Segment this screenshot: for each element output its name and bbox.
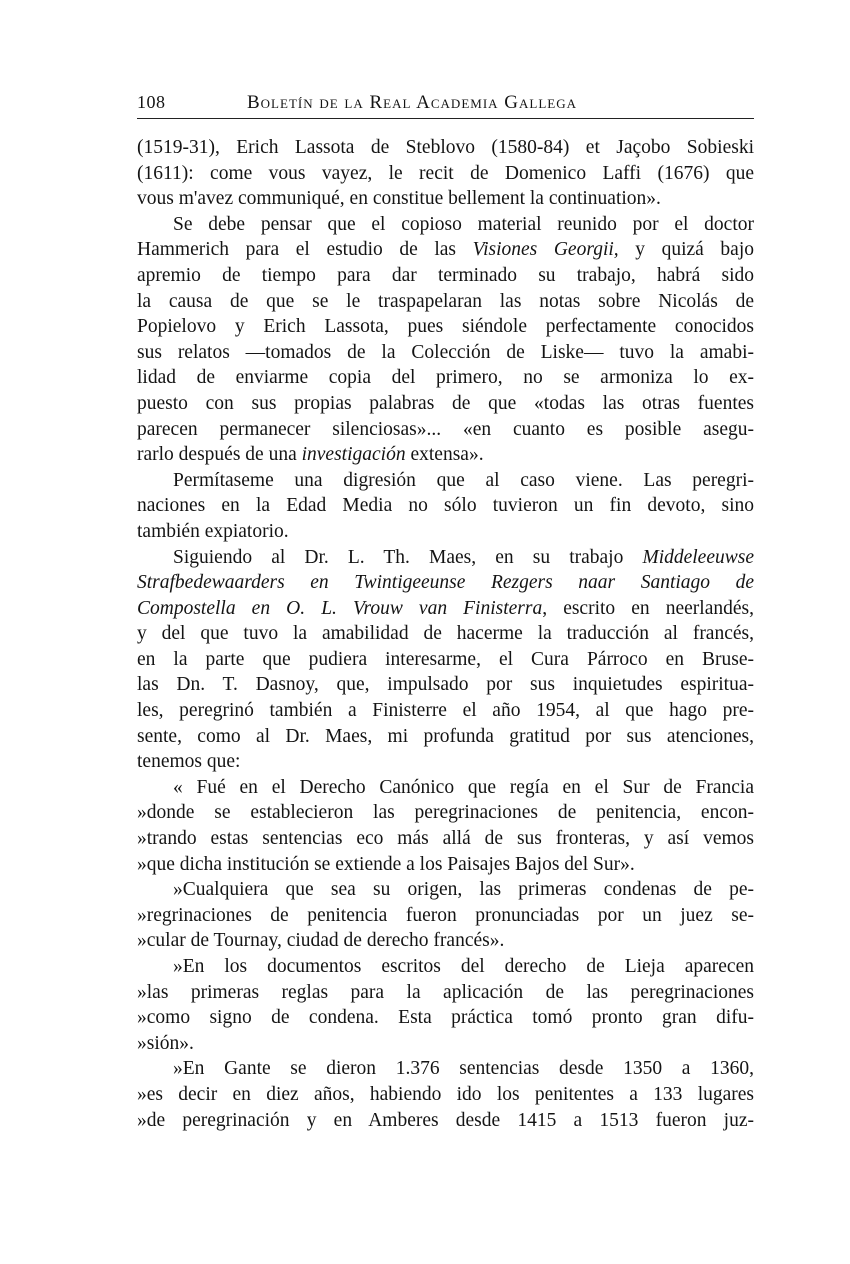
text-line: y del que tuvo la amabilidad de hacerme la traducción al francés, — [137, 623, 754, 645]
text-line: Siguiendo al Dr. L. Th. Maes, en su trabajo Middeleeuwse — [173, 546, 754, 568]
paragraph — [137, 1056, 754, 1133]
text-line: naciones en la Edad Media no sólo tuvieron un fin devoto, sino — [137, 495, 754, 517]
paragraph — [137, 545, 754, 775]
text-line: »En los documentos escritos del derecho de Lieja aparecen — [173, 956, 754, 977]
text-line: lidad de enviarme copia del primero, no se armoniza lo ex- — [137, 367, 754, 389]
text-line: Se debe pensar que el copioso material reunido por el doctor — [173, 213, 754, 235]
header-rule — [137, 118, 754, 119]
text-line: parecen permanecer silenciosas»... «en cuanto es posible asegu- — [137, 418, 754, 440]
text-line: la causa de que se le traspapelaran las notas sobre Nicolás de — [137, 290, 754, 312]
text-line: también expiatorio. — [137, 520, 289, 542]
text-line: Popielovo y Erich Lassota, pues siéndole perfectamente conocidos — [137, 316, 754, 338]
italic-title: Middeleeuwse — [642, 546, 754, 568]
text-line: las Dn. T. Dasnoy, que, impulsado por sus inquietudes espiritua- — [137, 674, 754, 696]
text-line: Permítaseme una digresión que al caso viene. Las peregri- — [173, 469, 754, 491]
text-line: (1611): come vous vayez, le recit de Domenico Laffi (1676) que — [137, 162, 754, 184]
text-line: Compostella en O. L. Vrouw van Finisterra, escrito en neerlandés, — [137, 597, 754, 619]
document-page — [137, 92, 754, 1133]
text-line: sente, como al Dr. Maes, mi profunda gratitud por sus atenciones, — [137, 725, 754, 747]
text-line: »sión». — [137, 1032, 194, 1054]
paragraph — [137, 135, 754, 212]
page-number: 108 — [137, 92, 166, 112]
text-line: »donde se establecieron las peregrinaciones de penitencia, encon- — [137, 802, 754, 824]
text-line: apremio de tiempo para dar terminado su trabajo, habrá sido — [137, 264, 754, 286]
text-line: »de peregrinación y en Amberes desde 1415 a 1513 fueron juz- — [137, 1109, 754, 1131]
journal-title: Boletín de la Real Academia Gallega — [247, 92, 577, 113]
text-line: »trando estas sentencias eco más allá de sus fronteras, y así vemos — [137, 828, 754, 850]
paragraph — [137, 775, 754, 877]
text-line: (1519-31), Erich Lassota de Steblovo (1580-84) et Jaçobo Sobieski — [137, 137, 754, 158]
text-line — [137, 570, 754, 596]
body-text — [137, 135, 754, 1133]
text-line: vous m'avez communiqué, en constitue bellement la continuation». — [137, 188, 661, 210]
italic-title: Visiones Georgii, — [472, 239, 619, 261]
text-line: Hammerich para el estudio de las Visiones Georgii, y quizá bajo — [137, 239, 754, 261]
paragraph — [137, 954, 754, 1056]
text-line: »cular de Tournay, ciudad de derecho francés». — [137, 930, 505, 952]
text-line: puesto con sus propias palabras de que «todas las otras fuentes — [137, 392, 754, 414]
text-line: sus relatos —tomados de la Colección de Liske— tuvo la amabi- — [137, 341, 754, 363]
text-line: »que dicha institución se extiende a los Paisajes Bajos del Sur». — [137, 853, 635, 875]
text-line: »como signo de condena. Esta práctica tomó pronto gran difu- — [137, 1007, 754, 1029]
text-line: »Cualquiera que sea su origen, las primeras condenas de pe- — [173, 879, 754, 901]
paragraph — [137, 877, 754, 954]
text-line: »las primeras reglas para la aplicación de las peregrinaciones — [137, 981, 754, 1003]
italic-title: Compostella en O. L. Vrouw van Finisterra — [137, 597, 543, 619]
text-line: tenemos que: — [137, 751, 241, 773]
italic-title: Strafbedewaarders en Twintigeeunse Rezgers naar Santiago de — [137, 572, 754, 594]
text-line: »En Gante se dieron 1.376 sentencias desde 1350 a 1360, — [173, 1058, 754, 1080]
text-line: « Fué en el Derecho Canónico que regía en el Sur de Francia — [173, 776, 754, 798]
paragraph — [137, 212, 754, 468]
paragraph — [137, 468, 754, 545]
text-line: »regrinaciones de penitencia fueron pronunciadas por un juez se- — [137, 904, 754, 926]
text-line: en la parte que pudiera interesarme, el Cura Párroco en Bruse- — [137, 648, 754, 670]
italic-title: investigación — [301, 444, 406, 466]
text-line: rarlo después de una investigación extensa». — [137, 444, 484, 466]
running-header — [137, 92, 754, 118]
text-line: »es decir en diez años, habiendo ido los penitentes a 133 lugares — [137, 1083, 754, 1105]
text-line: les, peregrinó también a Finisterre el año 1954, al que hago pre- — [137, 700, 754, 722]
